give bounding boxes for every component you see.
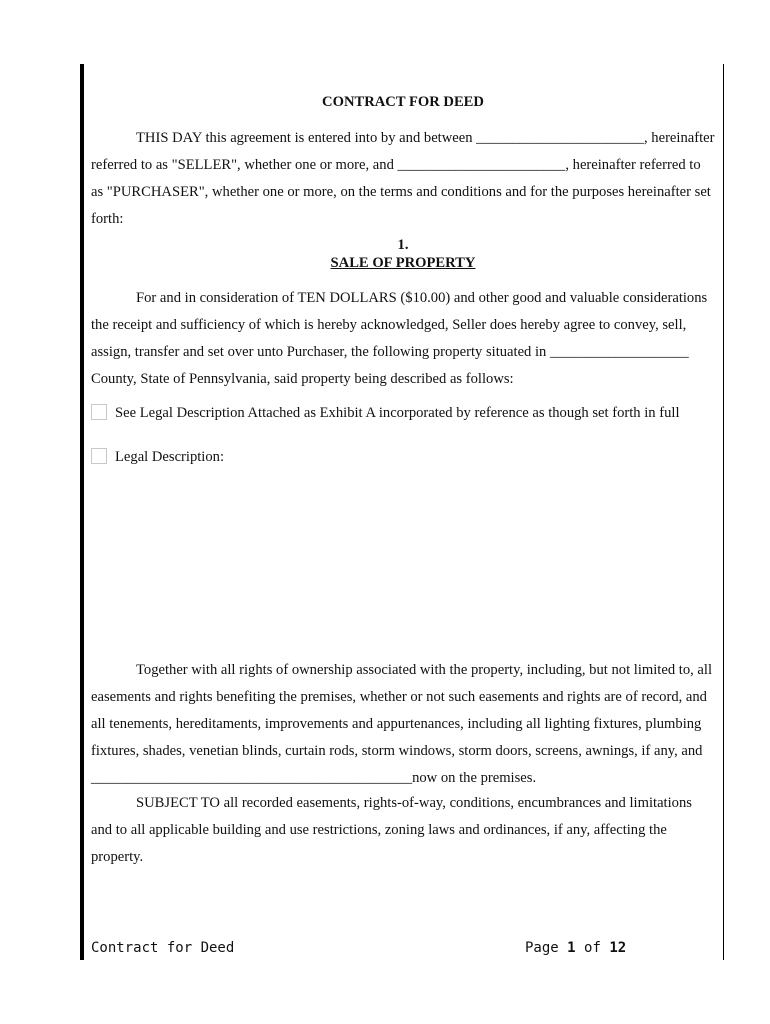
together-paragraph: Together with all rights of ownership associated with the property, including, but not limited to, all easements and rights benefiting the premises, whether or not such easements and rights are of record, and all tenements, hereditaments, improvements and appurtenances, including all lighting fixtures, plumbing fixtures, shades, venetian blinds, curtain rods, storm windows, storm doors, screens, awnings, if any, and ____________________________________________now on the premises.	[91, 662, 712, 786]
of-label: of	[584, 940, 601, 956]
subject-to-paragraph: SUBJECT TO all recorded easements, rights-of-way, conditions, encumbrances and limitations and to all applicable building and use restrictions, zoning laws and ordinances, if any, affecting the property.	[91, 795, 692, 865]
footer-page-number	[525, 940, 626, 956]
total-pages: 12	[609, 940, 627, 956]
intro-paragraph: THIS DAY this agreement is entered into by and between _______________________, hereinafter referred to as "SELLER", whether one or more, and _______________________, hereinafter referred to as "PURCHASER", whether one or more, on the terms and conditions and for the purposes hereinafter set forth:	[91, 130, 715, 227]
page-label: Page	[525, 940, 559, 956]
section-number: 1.	[397, 237, 409, 253]
document-title: CONTRACT FOR DEED	[322, 94, 484, 110]
right-margin-line	[723, 64, 724, 960]
exhibit-checkbox[interactable]	[91, 404, 107, 420]
section-heading: SALE OF PROPERTY	[330, 255, 476, 271]
legal-description-option	[91, 448, 715, 466]
legal-description-checkbox[interactable]	[91, 448, 107, 464]
footer-document-name: Contract for Deed	[91, 940, 235, 956]
exhibit-option-label: See Legal Description Attached as Exhibit A incorporated by reference as though set forth in full	[115, 405, 680, 421]
legal-description-label: Legal Description:	[115, 449, 225, 465]
current-page: 1	[567, 940, 576, 956]
sale-paragraph: For and in consideration of TEN DOLLARS ($10.00) and other good and valuable considerations the receipt and sufficiency of which is hereby acknowledged, Seller does hereby agree to convey, sell, assign, transfer and set over unto Purchaser, the following property situated in ___________________ County, State of Pennsylvania, said property being described as follows:	[91, 290, 708, 387]
exhibit-option	[91, 404, 715, 422]
left-margin-bar	[80, 64, 84, 960]
